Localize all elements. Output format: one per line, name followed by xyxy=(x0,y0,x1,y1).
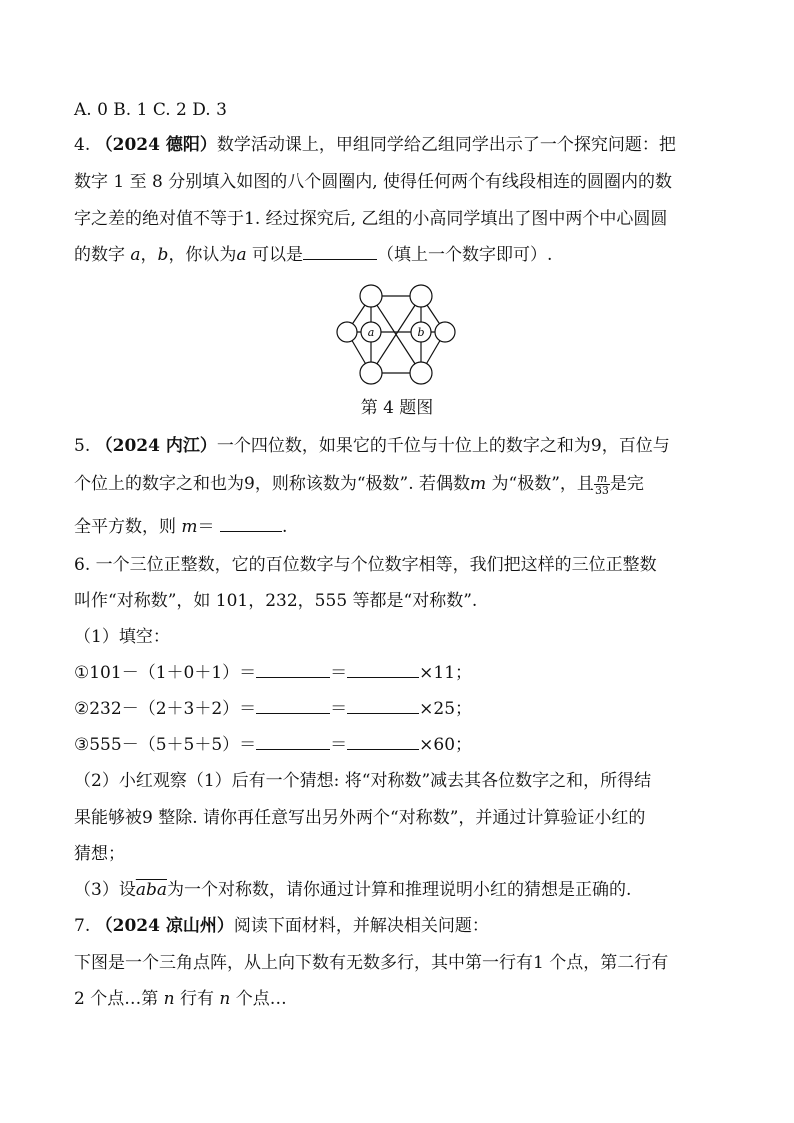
q6-part-3 xyxy=(74,878,631,902)
q4-line-4 xyxy=(74,243,552,267)
q7-text-3b: 行有 xyxy=(174,989,220,1009)
q6-line-1 xyxy=(74,553,657,577)
q4-text-4c: ，你认为 xyxy=(168,245,237,265)
row2-expr: ②232－（2＋3＋2）＝ xyxy=(74,699,257,719)
fraction-denominator: 33 xyxy=(594,484,609,497)
q5-text-3c: . xyxy=(281,517,288,537)
q6-part-2-line-1: （2）小红观察（1）后有一个猜想: 将“对称数”减去其各位数字之和，所得结 xyxy=(74,771,652,791)
node-a-label: a xyxy=(367,326,375,339)
answer-blank[interactable] xyxy=(256,733,330,750)
q6-row-3 xyxy=(74,733,472,757)
q5-source: （2024 内江） xyxy=(95,436,217,456)
answer-blank[interactable] xyxy=(256,661,330,678)
q6-number: 6. xyxy=(74,555,91,575)
q4-line-3: 字之差的绝对值不等于1. 经过探究后, 乙组的小高同学填出了图中两个中心圆圆 xyxy=(74,209,668,229)
row3-eq: ＝ xyxy=(330,735,348,755)
q7-line-1 xyxy=(74,914,489,938)
answer-blank[interactable] xyxy=(347,661,419,678)
q5-text-1: 一个四位数，如果它的千位与十位上的数字之和为9，百位与 xyxy=(216,436,670,456)
q7-number: 7. xyxy=(74,916,91,936)
q4-text-4e: （填上一个数字即可）. xyxy=(376,245,553,265)
answer-blank[interactable] xyxy=(347,733,419,750)
fraction-numerator: m xyxy=(594,473,610,485)
var-b: b xyxy=(157,245,169,265)
q4-number: 4. xyxy=(74,135,91,155)
q4-text-4a: 的数字 xyxy=(74,245,131,265)
node-b-label: b xyxy=(417,326,425,339)
q4-source: （2024 德阳） xyxy=(95,135,217,155)
q5-text-2c: 是完 xyxy=(609,474,644,494)
q6-part-3-b: 为一个对称数，请你通过计算和推理说明小红的猜想是正确的. xyxy=(166,880,632,900)
q5-line-2 xyxy=(74,472,644,496)
q4-line-2: 数字 1 至 8 分别填入如图的八个圆圈内, 使得任何两个有线段相连的圆圈内的数 xyxy=(74,172,673,192)
q6-line-2: 叫作“对称数”，如 101，232，555 等都是“对称数”. xyxy=(74,591,478,611)
fraction-m-over-33 xyxy=(594,473,610,496)
row1-eq: ＝ xyxy=(330,663,348,683)
row3-tail: ×60； xyxy=(419,735,473,755)
q6-part-1: （1）填空： xyxy=(74,627,170,647)
q7-text-1: 阅读下面材料，并解决相关问题： xyxy=(233,916,489,936)
q6-part-2-line-2: 果能够被9 整除. 请你再任意写出另外两个“对称数”，并通过计算验证小红的 xyxy=(74,808,646,828)
q6-part-2-line-3: 猜想； xyxy=(74,844,125,864)
row2-eq: ＝ xyxy=(330,699,348,719)
q5-line-1 xyxy=(74,434,670,458)
figure-caption: 第 4 题图 xyxy=(360,398,434,418)
q7-line-2: 下图是一个三角点阵，从上向下数有无数多行，其中第一行有1 个点，第二行有 xyxy=(74,953,669,973)
circle-bottom-right xyxy=(410,362,432,384)
q7-source: （2024 凉山州） xyxy=(95,916,234,936)
var-m-2: m xyxy=(181,517,198,537)
row1-tail: ×11； xyxy=(419,663,473,683)
row1-expr: ①101－（1＋0＋1）＝ xyxy=(74,663,257,683)
q4-text-4d: 可以是 xyxy=(246,245,303,265)
circle-top-right xyxy=(410,285,432,307)
q5-number: 5. xyxy=(74,436,91,456)
q7-text-3a: 2 个点…第 xyxy=(74,989,164,1009)
var-a-2: a xyxy=(236,245,247,265)
q5-text-2b: 为“极数”，且 xyxy=(486,474,594,494)
circle-top-left xyxy=(360,285,382,307)
q6-text-1: 一个三位正整数，它的百位数字与个位数字相等，我们把这样的三位正整数 xyxy=(95,555,657,575)
row3-expr: ③555－（5＋5＋5）＝ xyxy=(74,735,257,755)
circle-left xyxy=(337,322,357,342)
row2-tail: ×25； xyxy=(419,699,473,719)
answer-blank[interactable] xyxy=(220,515,282,532)
var-n-2: n xyxy=(219,989,231,1009)
q6-row-2 xyxy=(74,697,472,721)
circle-graph-figure xyxy=(336,281,460,389)
var-n: n xyxy=(163,989,175,1009)
options-line: A. 0 B. 1 C. 2 D. 3 xyxy=(74,100,227,120)
q4-text-4b: ， xyxy=(140,245,158,265)
q5-line-3 xyxy=(74,515,287,539)
q5-text-2a: 个位上的数字之和也为9，则称该数为“极数”. 若偶数 xyxy=(74,474,471,494)
circle-bottom-left xyxy=(360,362,382,384)
q4-text-1: 数学活动课上，甲组同学给乙组同学出示了一个探究问题：把 xyxy=(216,135,676,155)
answer-blank[interactable] xyxy=(256,697,330,714)
q6-part-3-a: （3）设 xyxy=(74,880,136,900)
answer-blank[interactable] xyxy=(347,697,419,714)
q5-text-3b: ＝ xyxy=(197,517,220,537)
q4-line-1 xyxy=(74,133,676,157)
q6-row-1 xyxy=(74,661,472,685)
q7-text-3c: 个点… xyxy=(230,989,287,1009)
circle-right xyxy=(435,322,455,342)
var-a: a xyxy=(130,245,141,265)
q5-text-3a: 全平方数，则 xyxy=(74,517,182,537)
answer-blank[interactable] xyxy=(303,243,377,260)
q7-line-3 xyxy=(74,987,287,1011)
var-m: m xyxy=(470,474,487,494)
var-aba-overline: $\overline{aba}$ xyxy=(135,880,167,900)
